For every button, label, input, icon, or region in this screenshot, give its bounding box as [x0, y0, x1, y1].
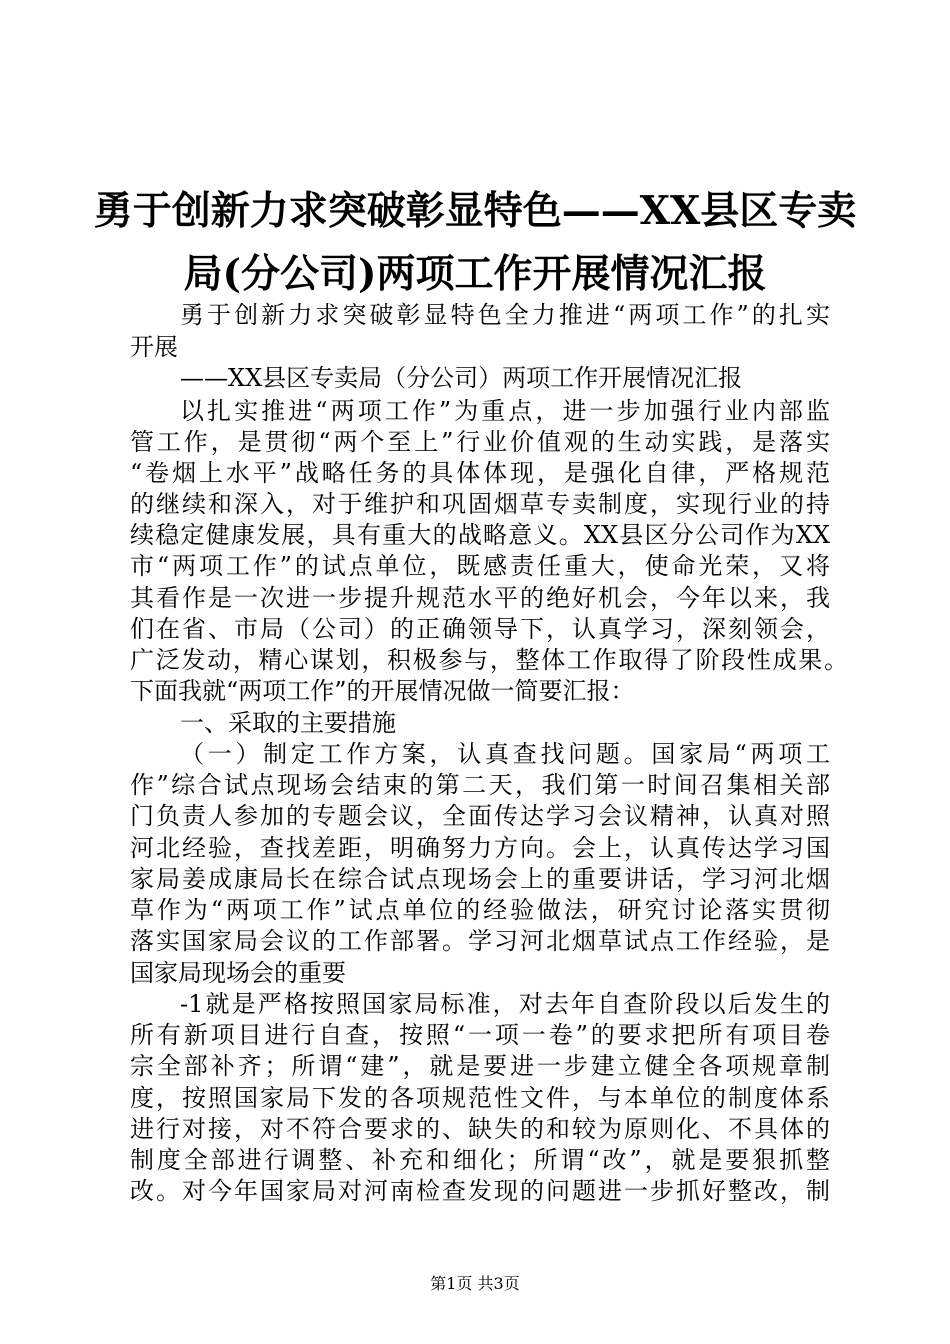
body-line: 度，按照国家局下发的各项规范性文件，与本单位的制度体系 [130, 1084, 830, 1112]
body-line: 落实国家局会议的工作部署。学习河北烟草试点工作经验，是 [130, 927, 830, 955]
body-line: 管工作，是贯彻“两个至上”行业价值观的生动实践，是落实 [130, 428, 830, 456]
body-line: 续稳定健康发展，具有重大的战略意义。XX县区分公司作为XX [130, 521, 830, 549]
body-line: “卷烟上水平”战略任务的具体体现，是强化自律，严格规范 [130, 459, 830, 487]
body-line: 制度全部进行调整、补充和细化；所谓“改”，就是要狠抓整 [130, 1146, 830, 1174]
body-line: 进行对接，对不符合要求的、缺失的和较为原则化、不具体的 [130, 1115, 830, 1143]
body-line: 所有新项目进行自查，按照“一项一卷”的要求把所有项目卷 [130, 1021, 830, 1049]
body-line: 家局姜成康局长在综合试点现场会上的重要讲话，学习河北烟 [130, 865, 830, 893]
body-line: 一、采取的主要措施 [180, 709, 396, 737]
body-line: 市“两项工作”的试点单位，既感责任重大，使命光荣，又将 [130, 552, 830, 580]
body-line: 作”综合试点现场会结束的第二天，我们第一时间召集相关部 [130, 771, 830, 799]
body-line: 勇于创新力求突破彰显特色全力推进“两项工作”的扎实 [180, 301, 830, 329]
body-line: 门负责人参加的专题会议，全面传达学习会议精神，认真对照 [130, 802, 830, 830]
body-line: 下面我就“两项工作”的开展情况做一简要汇报： [130, 677, 635, 705]
body-line: -1就是严格按照国家局标准，对去年自查阶段以后发生的 [180, 990, 830, 1018]
document-title-line-1: 勇于创新力求突破彰显特色——XX县区专卖 [93, 188, 857, 234]
body-line: 国家局现场会的重要 [130, 959, 346, 987]
page-footer: 第1页 共3页 [430, 1274, 520, 1293]
body-line: 以扎实推进“两项工作”为重点，进一步加强行业内部监 [180, 397, 830, 425]
body-line: 改。对今年国家局对河南检查发现的问题进一步抓好整改，制 [130, 1177, 830, 1205]
body-line: 广泛发动，精心谋划，积极参与，整体工作取得了阶段性成果。 [130, 646, 848, 674]
body-line: （一）制定工作方案，认真查找问题。国家局“两项工 [180, 740, 830, 768]
document-title-line-2: 局(分公司)两项工作开展情况汇报 [183, 251, 767, 297]
body-line: 河北经验，查找差距，明确努力方向。会上，认真传达学习国 [130, 834, 830, 862]
body-line: 草作为“两项工作”试点单位的经验做法，研究讨论落实贯彻 [130, 896, 830, 924]
body-line: ——XX县区专卖局（分公司）两项工作开展情况汇报 [180, 364, 743, 392]
body-line: 们在省、市局（公司）的正确领导下，认真学习，深刻领会， [130, 615, 830, 643]
body-line: 宗全部补齐；所谓“建”，就是要进一步建立健全各项规章制 [130, 1052, 830, 1080]
body-line: 开展 [130, 333, 178, 361]
body-line: 其看作是一次进一步提升规范水平的绝好机会，今年以来，我 [130, 584, 830, 612]
body-line: 的继续和深入，对于维护和巩固烟草专卖制度，实现行业的持 [130, 490, 830, 518]
